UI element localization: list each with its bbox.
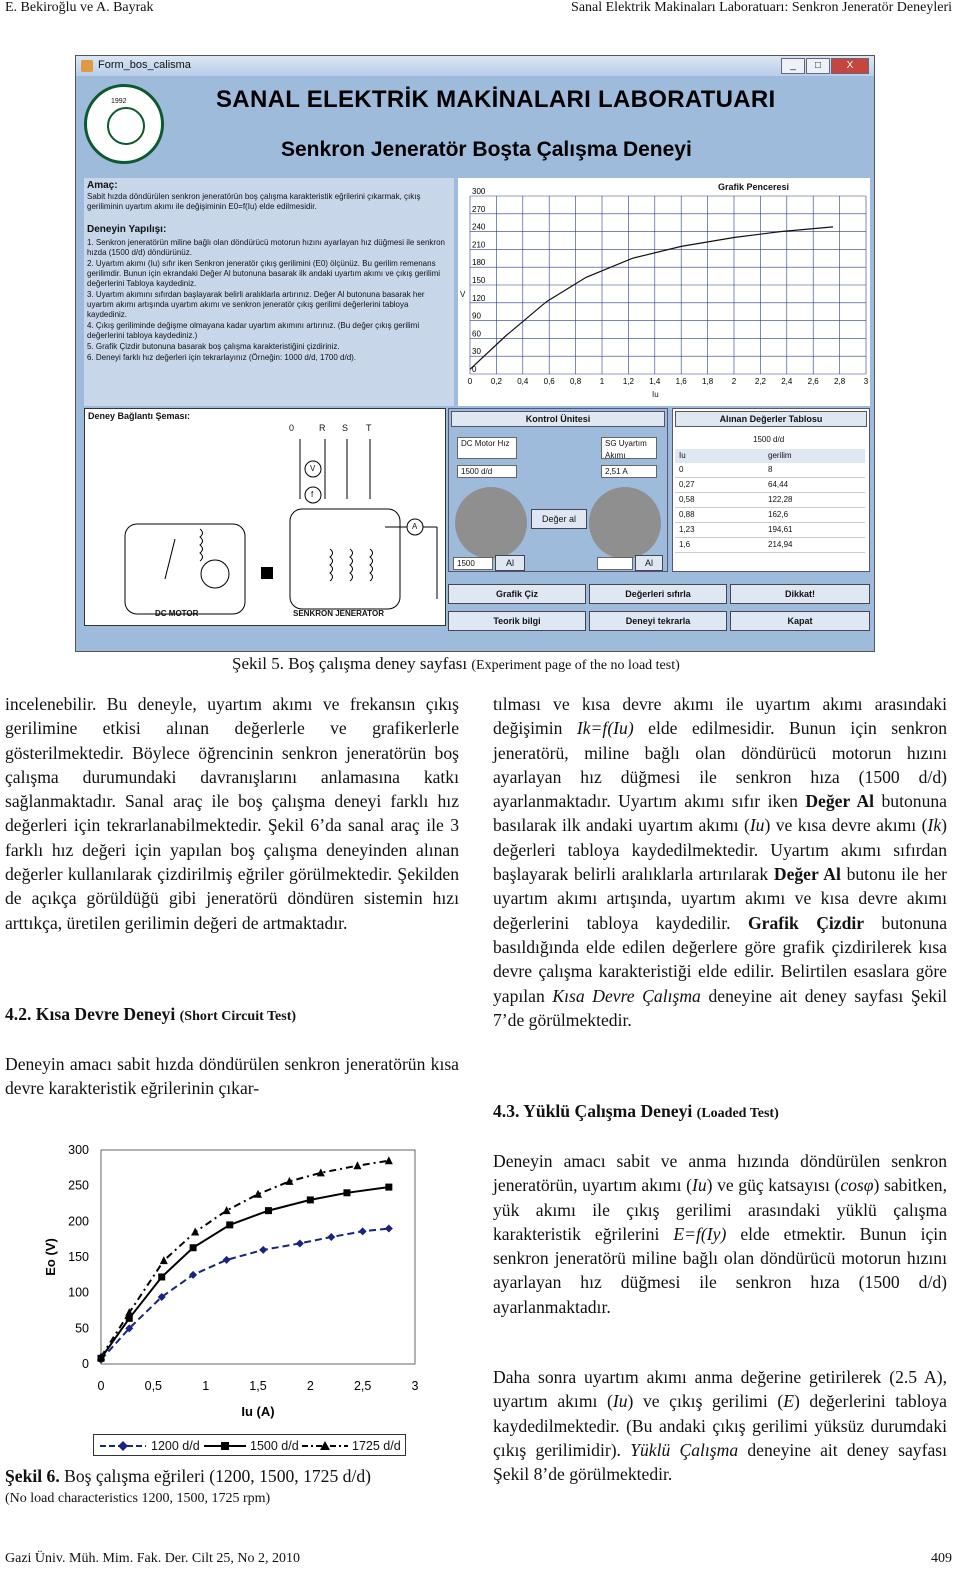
amac-heading: Amaç:	[87, 180, 118, 191]
graph-y-tick: 120	[472, 293, 486, 303]
x-tick-label: 0,5	[144, 1379, 163, 1393]
data-point	[226, 1221, 233, 1228]
control-unit	[448, 408, 668, 572]
left-paragraph-1: incelenebilir. Bu deneyle, uyartım akımı ve frekansın çıkış gerilimine etkisi alınan değerlerle ve grafikerlerle gösterilmektedir. Böylece öğrencinin senkron jeneratörün boş çalışma durumundaki davranışlarını anlamasına katkı sağlanmaktadır. Sanal araç ile boş çalışma deneyi farklı hız değerleri için tekrarlanabilmektedir. Şekil 6’da sanal araç ile 3 farklı hız değeri için yapılan boş çalışma deneyinden alınan değerler kullanılarak çizdirilmiş eğriler görülmektedir. Şekilden de açıkça görüldüğü gibi jeneratörü döndüren sistemin hızı arttıkça, üretilen gerilimin değeri de artmaktadır.	[5, 694, 459, 933]
table-cell: 0,27	[679, 480, 695, 489]
series-line-1500dd	[101, 1187, 389, 1358]
dikkat-button[interactable]: Dikkat!	[730, 584, 870, 604]
text-run: deneyine ait deney sayfası Şekil 7’de görülmektedir.	[493, 985, 947, 1030]
control-unit-title: Kontrol Ünitesi	[451, 411, 665, 427]
table-row[interactable]	[675, 493, 865, 508]
data-point	[385, 1184, 392, 1191]
table-cell: 1,6	[679, 540, 691, 549]
dc-motor-speed-label: DC Motor Hız	[457, 437, 517, 459]
phase-label-t: T	[366, 423, 372, 433]
amac-text: Sabit hızda döndürülen senkron jeneratörün boş çalışma karakteristik eğrilerini çıkarmak, çıkış geriliminin uyartım akımı ile değişiminin E0=f(Iu) elde edilmesidir.	[87, 192, 421, 211]
y-tick-label: 0	[82, 1357, 89, 1371]
y-axis-label: Eo (V)	[43, 1238, 58, 1276]
y-tick-label: 150	[68, 1250, 89, 1264]
step-item: 4. Çıkış geriliminde değişme olmayana kadar uyartım akımını artırınız. (Bu değer çıkış gerilimi değerlerini tabloya kaydediniz.)	[87, 321, 420, 340]
legend-1500: 1500 d/d	[250, 1439, 299, 1453]
text-run: ) sabitken, yük akımı ile çıkış gerilimi arasındaki yüklü çalışma karakteristik eğrilerini	[493, 1175, 948, 1244]
step-item: 1. Senkron jeneratörün miline bağlı olan döndürücü motorun hızını ayarlayan hız düğmesi ile senkron hızda (1500 d/d) döndürünüz.	[87, 238, 445, 257]
data-point	[307, 1196, 314, 1203]
voltmeter-label: V	[310, 464, 316, 473]
diagram-heading: Deney Bağlantı Şeması:	[88, 411, 191, 421]
deger-al-button[interactable]: Değer al	[531, 509, 587, 529]
app-subtitle: Senkron Jeneratör Boşta Çalışma Deneyi	[281, 138, 692, 161]
close-button[interactable]: X	[831, 58, 869, 74]
step-item: 2. Uyartım akımı (Iu) sıfır iken Senkron jeneratör çıkış gerilimini (E0) ölçünüz. Bu gerilim remenans gerilimdir. Bunun için ekrandaki Değer Al butonuna basarak ilk andaki uyartım akımı ve çıkış gerilimi değerlerini Tabloya kaydediniz.	[87, 259, 441, 288]
table-header-row	[675, 449, 865, 463]
graph-y-tick: 210	[472, 240, 486, 250]
graph-x-tick: 0,8	[570, 377, 582, 386]
text-run: tılması ve kısa devre akımı ile uyartım akımı arasındaki değişimin	[493, 694, 947, 739]
graph-x-tick: 2	[731, 377, 737, 386]
data-point	[191, 1228, 199, 1236]
dc-motor-speed-value: 1500 d/d	[457, 465, 517, 478]
text-run: Yüklü Çalışma	[630, 1439, 739, 1460]
step-item: 3. Uyartım akımını sıfırdan başlayarak belirli aralıklarla artırınız. Değer Al butonuna basarak her uyartım akımı artışında uyartım akımı ve senkron jeneratör çıkış gerilimi değerlerini tabloya kaydediniz.	[87, 290, 425, 319]
table-row[interactable]	[675, 463, 865, 478]
figure6-label: Şekil 6.	[5, 1466, 60, 1486]
excitation-al-button[interactable]: Al	[635, 555, 663, 571]
data-point	[190, 1244, 197, 1251]
graph-title: Grafik Penceresi	[718, 182, 790, 192]
text-run: elde edilmesidir. Bunun için senkron jeneratörü, miline bağlı olan döndürücü motorun hızını ayarlayan hız düğmesi ile senkron hıza (1500 d/d) ayarlanmaktadır. Uyartım akımı sıfır iken	[493, 718, 948, 812]
text-run: ) ve çıkış gerilimi (	[627, 1391, 784, 1412]
figure6-text: Boş çalışma eğrileri (1200, 1500, 1725 d/d)	[59, 1466, 372, 1486]
table-body	[675, 463, 865, 553]
speed-al-button[interactable]: Al	[495, 555, 525, 571]
data-point	[158, 1273, 165, 1280]
data-point	[259, 1246, 267, 1254]
section-4-3-heading	[493, 1101, 779, 1122]
excitation-current-value: 2,51 A	[601, 465, 657, 478]
data-point	[223, 1256, 231, 1264]
text-run: Ik	[927, 815, 942, 836]
minimize-button[interactable]: _	[781, 58, 805, 74]
x-tick-label: 2	[306, 1379, 314, 1393]
app-title: SANAL ELEKTRİK MAKİNALARI LABORATUARI	[216, 86, 776, 113]
graph-x-tick: 0	[467, 377, 473, 386]
table-row[interactable]	[675, 508, 865, 523]
steps-list	[87, 238, 447, 363]
graph-plot	[458, 178, 870, 406]
text-run: elde etmektir. Bunun için senkron jeneratörü miline bağlı olan döndürücü motorun hızını ayarlayan hız düğmesi ile senkron hıza (1500 d/d) ayarlanmaktadır.	[493, 1223, 947, 1317]
text-run: butonuna basıldığında elde edilen değerlere göre grafik çizdirilerek kısa devre çalışma karakteristiği elde edilir. Belirtilen esaslara göre yapılan	[493, 912, 947, 1006]
section-4-2-title: 4.2. Kısa Devre Deneyi	[5, 1004, 176, 1024]
text-run: Değer Al	[773, 864, 841, 885]
phase-label-0: 0	[289, 423, 295, 433]
table-cell: 1,23	[679, 525, 695, 534]
section-4-2-heading	[5, 1004, 296, 1025]
graph-x-tick: 0,6	[543, 377, 555, 386]
x-tick-label: 1	[202, 1379, 210, 1393]
legend-1200: 1200 d/d	[151, 1439, 200, 1453]
kapat-button[interactable]: Kapat	[730, 611, 870, 631]
table-row[interactable]	[675, 523, 865, 538]
figure5-english: (Experiment page of the no load test)	[471, 658, 680, 673]
table-speed: 1500 d/d	[753, 435, 785, 444]
right-paragraph-2	[493, 1149, 947, 1319]
legend-1725: 1725 d/d	[352, 1439, 401, 1453]
circuit-drawing	[85, 409, 445, 625]
text-run: ) değerleri tabloya kaydedilmektedir. Uyartım akımı sıfırdan başlayarak belirli aralıklarla artırılarak	[493, 815, 947, 885]
text-run: Iu	[691, 1175, 707, 1196]
phase-label-s: S	[342, 423, 349, 433]
text-run: ) ve kısa devre akımı (	[764, 815, 928, 836]
graph-x-tick: 1,8	[702, 377, 714, 386]
graph-x-tick: 0,2	[490, 377, 502, 386]
graph-x-tick: 2,4	[781, 377, 793, 386]
frequency-meter-label: f	[311, 490, 314, 499]
teorik-bilgi-button[interactable]: Teorik bilgi	[448, 611, 586, 631]
section-4-3-title: 4.3. Yüklü Çalışma Deneyi	[493, 1101, 693, 1121]
speed-input[interactable]: 1500	[453, 557, 493, 570]
text-run: Iu	[749, 815, 765, 836]
figure6-caption	[5, 1466, 371, 1487]
table-cell: 0,58	[679, 495, 695, 504]
table-cell: 194,61	[768, 525, 793, 534]
window-title: Form_bos_calisma	[98, 59, 191, 71]
x-tick-label: 3	[411, 1379, 419, 1393]
graph-y-label: V	[460, 290, 466, 299]
footer-page-number: 409	[931, 1551, 952, 1566]
speed-knob[interactable]	[455, 487, 527, 559]
figure5-label: Şekil 5.	[232, 654, 284, 673]
step-item: 5. Grafik Çizdir butonuna basarak boş çalışma karakteristiğini çizdiriniz.	[87, 342, 340, 351]
text-run: ) ve güç katsayısı (	[706, 1175, 841, 1196]
text-run: deneyine ait deney sayfası Şekil 8’de görülmektedir.	[493, 1439, 948, 1485]
data-point	[296, 1239, 304, 1247]
text-run: butonuna basılarak ilk andaki uyartım akımı (	[493, 791, 947, 836]
table-cell: 0,88	[679, 510, 695, 519]
graph-window	[458, 178, 870, 406]
graph-curve	[470, 227, 833, 369]
graph-y-tick: 150	[472, 276, 486, 285]
chart-legend	[93, 1434, 406, 1456]
table-grid[interactable]	[675, 449, 865, 553]
left-paragraph-2: Deneyin amacı sabit hızda döndürülen senkron jeneratörün kısa devre karakteristik eğrilerinin çıkar-	[5, 1054, 459, 1099]
no-load-chart	[37, 1128, 457, 1458]
instructions-panel	[84, 178, 454, 406]
graph-x-tick: 2,6	[807, 377, 819, 386]
graph-y-tick: 180	[472, 258, 486, 268]
table-cell: 0	[679, 465, 684, 474]
footer-journal: Gazi Üniv. Müh. Mim. Fak. Der. Cilt 25, No 2, 2010	[5, 1551, 301, 1566]
yapilis-heading: Deneyin Yapılışı:	[87, 224, 167, 235]
table-cell: 64,44	[768, 480, 789, 489]
text-run: Daha sonra uyartım akımı anma değerine getirilerek (2.5 A), uyartım akımı (	[493, 1367, 947, 1412]
table-cell: 8	[768, 465, 773, 474]
graph-x-tick: 1	[599, 377, 605, 386]
logo-emblem	[107, 107, 145, 145]
text-run: Ik=f(Iu)	[576, 718, 634, 739]
graph-y-tick: 270	[472, 204, 486, 214]
text-run: Deneyin amacı sabit ve anma hızında döndürülen senkron jeneratörün, uyartım akımı (	[493, 1151, 947, 1196]
x-axis-label: Iu (A)	[241, 1404, 275, 1419]
dc-motor-label: DC MOTOR	[155, 609, 199, 618]
table-col-gerilim: gerilim	[768, 451, 792, 460]
table-row[interactable]	[675, 478, 865, 493]
graph-y-tick: 240	[472, 222, 486, 232]
graph-x-tick: 1,2	[622, 377, 634, 386]
section-4-3-english: (Loaded Test)	[696, 1106, 779, 1121]
y-tick-label: 100	[68, 1285, 89, 1300]
y-tick-label: 200	[68, 1214, 89, 1229]
text-run: Kısa Devre Çalışma	[552, 985, 701, 1006]
data-point	[327, 1233, 335, 1241]
right-paragraph-1	[493, 692, 947, 1032]
graph-y-tick: 300	[472, 187, 486, 196]
data-point	[359, 1227, 367, 1235]
form-icon	[81, 60, 93, 72]
graph-x-tick: 1,4	[649, 377, 661, 386]
y-tick-label: 250	[68, 1178, 89, 1193]
text-run: Iu	[612, 1391, 628, 1412]
graph-y-tick: 0	[472, 365, 477, 374]
plot-area	[101, 1150, 415, 1364]
text-run: E	[783, 1391, 794, 1412]
text-run: Değer Al	[805, 791, 875, 812]
graph-x-tick: 1,6	[675, 377, 687, 386]
x-tick-label: 0	[97, 1379, 105, 1393]
figure5-text: Boş çalışma deney sayfası	[283, 654, 472, 673]
x-tick-label: 2,5	[353, 1379, 372, 1393]
values-table-title: Alınan Değerler Tablosu	[675, 411, 867, 427]
generator-label: SENKRON JENERATÖR	[293, 609, 384, 618]
table-cell: 162,6	[768, 510, 789, 519]
values-table	[672, 408, 870, 572]
text-run: cosφ	[840, 1175, 874, 1196]
step-item: 6. Deneyi farklı hız değerleri için tekrarlayınız (Örneğin: 1000 d/d, 1700 d/d).	[87, 353, 357, 362]
text-run: E=f(Iy)	[673, 1223, 727, 1244]
graph-y-tick: 30	[472, 347, 481, 357]
logo-year: 1992	[111, 98, 127, 105]
graph-x-tick: 2,2	[754, 377, 766, 386]
running-header-left: E. Bekiroğlu ve A. Bayrak	[5, 0, 154, 15]
figure5-caption	[232, 654, 680, 674]
graph-x-tick: 2,8	[834, 377, 846, 386]
grafik-ciz-button[interactable]: Grafik Çiz	[448, 584, 586, 604]
table-col-iu: Iu	[679, 451, 686, 460]
degerleri-sifirla-button[interactable]: Değerleri sıfırla	[589, 584, 727, 604]
running-header-right: Sanal Elektrik Makinaları Laboratuarı: Senkron Jeneratör Deneyleri	[571, 0, 952, 15]
table-row[interactable]	[675, 538, 865, 553]
phase-label-r: R	[319, 423, 326, 433]
text-run: Grafik Çizdir	[747, 912, 865, 933]
university-logo	[84, 84, 164, 164]
excitation-input[interactable]	[597, 557, 633, 570]
maximize-button[interactable]: □	[806, 58, 830, 74]
data-point	[353, 1161, 361, 1169]
deneyi-tekrarla-button[interactable]: Deneyi tekrarla	[589, 611, 727, 631]
text-run: butonu ile her uyartım akımı artışında, uyartım akımı ve kısa devre akımı değerlerini tabloya kaydedilir.	[493, 864, 947, 933]
window-titlebar	[76, 56, 874, 76]
table-cell: 122,28	[768, 495, 793, 504]
excitation-current-label: SG Uyartım Akımı	[601, 437, 657, 459]
text-run: ) değerlerini tabloya kaydedilmektedir. (Bu andaki çıkış gerilimi yüksüz durumdaki çıkış gerilimidir).	[493, 1391, 947, 1460]
table-cell: 214,94	[768, 540, 793, 549]
graph-x-tick: 0,4	[517, 377, 529, 386]
x-tick-label: 1,5	[249, 1379, 267, 1393]
figure6-english: (No load characteristics 1200, 1500, 1725 rpm)	[5, 1491, 271, 1506]
series-line-1200dd	[101, 1229, 389, 1360]
ammeter-label: A	[412, 522, 418, 531]
graph-x-label: Iu	[652, 390, 659, 399]
right-paragraph-3	[493, 1365, 947, 1486]
experiment-window-screenshot	[75, 55, 875, 652]
data-point	[343, 1189, 350, 1196]
connection-diagram	[84, 408, 446, 626]
graph-y-tick: 90	[472, 311, 481, 321]
y-tick-label: 50	[75, 1321, 89, 1336]
data-point	[385, 1224, 393, 1232]
graph-x-tick: 3	[863, 377, 869, 386]
y-tick-label: 300	[68, 1143, 89, 1157]
graph-y-tick: 60	[472, 329, 481, 339]
excitation-knob[interactable]	[589, 487, 661, 559]
data-point	[265, 1207, 272, 1214]
section-4-2-english: (Short Circuit Test)	[179, 1009, 297, 1024]
